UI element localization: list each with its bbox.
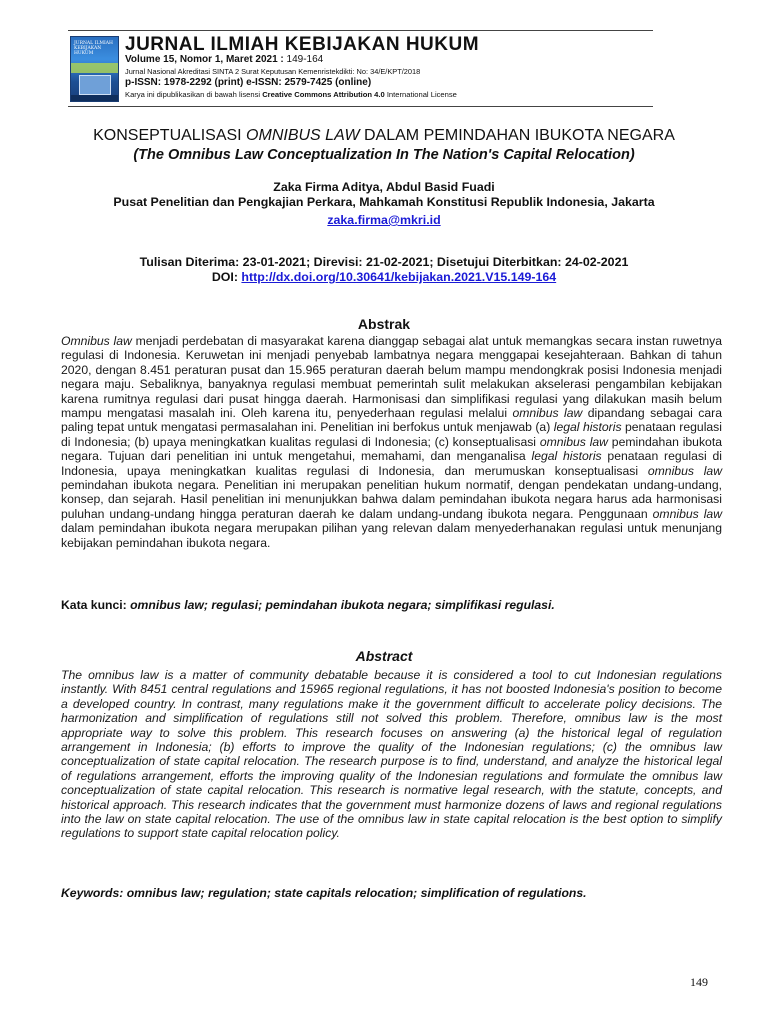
header-bottom-rule — [68, 106, 653, 107]
keywords-values: omnibus law; regulation; state capitals relocation; simplification of regulations. — [126, 886, 587, 900]
page-range: 149-164 — [283, 54, 324, 65]
abstrak-term: Omnibus law — [61, 334, 132, 348]
abstrak-term: omnibus law — [647, 463, 722, 478]
article-title-indonesian — [40, 127, 728, 145]
abstrak-body — [61, 334, 722, 550]
cover-illustration — [79, 75, 111, 95]
abstrak-heading: Abstrak — [357, 316, 411, 332]
title-id-italic: OMNIBUS LAW — [246, 127, 360, 144]
kata-kunci-label: Kata kunci: — [61, 598, 131, 612]
journal-accreditation: Jurnal Nasional Akreditasi SINTA 2 Surat Keputusan Kemenristekdikti: No: 34/E/KPT/2018 — [125, 67, 421, 76]
kata-kunci — [61, 598, 555, 612]
title-id-part: KONSEPTUALISASI — [93, 127, 247, 144]
header-top-rule — [68, 30, 653, 31]
doi-link[interactable]: http://dx.doi.org/10.30641/kebijakan.2021.V15.149-164 — [241, 270, 557, 284]
license-prefix: Karya ini dipublikasikan di bawah lisensi — [125, 90, 263, 99]
journal-cover-image — [70, 36, 119, 102]
abstrak-text: pemindahan ibukota negara. Tujuan dari penelitian ini untuk mengetahui, memahami, dan menganalisa — [61, 434, 722, 464]
abstrak-term: legal historis — [531, 449, 602, 464]
journal-volume — [125, 54, 323, 65]
cover-band — [71, 63, 118, 73]
journal-issn: p-ISSN: 1978-2292 (print) e-ISSN: 2579-7425 (online) — [125, 77, 372, 88]
abstrak-text: penataan regulasi di Indonesia, upaya meningkatkan kualitas regulasi di Indonesia, dan merumuskan konseptualisasi — [61, 449, 722, 478]
abstrak-term: omnibus law — [652, 506, 723, 521]
abstract-heading: Abstract — [355, 648, 413, 664]
license-name: Creative Commons Attribution 4.0 — [262, 90, 385, 99]
affiliation: Pusat Penelitian dan Pengkajian Perkara, Mahkamah Konstitusi Republik Indonesia, Jakarta — [113, 195, 655, 209]
journal-license — [125, 90, 457, 99]
keywords-label: Keywords: — [61, 886, 127, 900]
abstrak-term: omnibus law — [512, 406, 583, 421]
abstrak-text: penataan regulasi di Indonesia; (b) upaya meningkatkan kualitas regulasi di Indonesia; (c) konseptualisasi — [61, 420, 722, 449]
keywords — [61, 886, 587, 900]
cover-title-text: JURNAL ILMIAH KEBIJAKAN HUKUM — [74, 41, 113, 56]
cover-footer-band — [71, 95, 118, 101]
abstrak-text: dalam pemindahan ibukota negara merupakan pilihan yang relevan dalam menyederhanakan regulasi untuk menunjang kebijakan pemindahan ibukota negara. — [61, 521, 722, 550]
email-line — [40, 211, 728, 229]
journal-title: JURNAL ILMIAH KEBIJAKAN HUKUM — [125, 34, 480, 55]
abstrak-text: menjadi perdebatan di masyarakat karena dianggap sebagai alat untuk memangkas secara instan ruwetnya regulasi di Indonesia. Keruwetan ini menjadi penyebab lambatnya negara menggapai kesejahteraan. Bahkan di tahun 2020, dengan 8.451 peraturan pusat dan 15.965 peraturan daerah belum mampu mendongkrak posisi Indonesia menjadi negara maju. Sebaliknya, banyaknya regulasi membuat pemerintah sulit melakukan akselerasi pengambilan kebijakan karena rumitnya regulasi dari pusat hingga daerah. Harmonisasi dan simplifikasi regulasi yang dilakukan masih belum mampu mengatasi masalah ini. Oleh karena itu, penyederhaan regulasi melalui — [61, 334, 722, 421]
abstrak-text: pemindahan ibukota negara. Penelitian ini merupakan penelitian hukum normatif, dengan pendekatan undang-undang, konsep, dan sejarah. Hasil penelitian ini menunjukkan bahwa dalam pemindahan ibukota negara harus ada harmonisasi puluhan undang-undang hingga peraturan daerah ke dalam undang-undang ibukota negara. Penggunaan — [61, 478, 722, 521]
article-title-english: (The Omnibus Law Conceptualization In The Nation's Capital Relocation) — [133, 147, 635, 163]
abstract-body: The omnibus law is a matter of community debatable because it is considered a tool to cut Indonesian regulations instantly. With 8451 central regulations and 15965 regional regulations, it has not boosted Indonesia's position to become a developed country. In contrast, many regulations make it the government difficult to accelerate policy decisions. The harmonization and simplification of regulations still not solved this problem. Therefore, omnibus law is the most appropriate way to solve this problem. This research focuses on answering (a) the historical legal of regulation arrangement in Indonesia; (b) efforts to improve the quality of the Indonesian regulations; (c) the omnibus law conceptualization of state capital relocation. The research purpose is to find, understand, and analyze the historical legal of regulations arrangement, efforts the improving quality of the Indonesian regulations and formulate the omnibus law conceptualization of state capital relocation. This research is normative legal research, with the statute, concepts, and historical approach. This research indicates that the government must harmonize dozens of laws and regional regulations into the law on state capital relocation. The use of the omnibus law in state capital relocation is the best option to simplify regulations to support state capital relocation policy. — [61, 668, 722, 841]
authors: Zaka Firma Aditya, Abdul Basid Fuadi — [273, 180, 495, 194]
abstrak-term: legal historis — [553, 420, 622, 435]
doi-label: DOI: — [211, 270, 242, 284]
volume-text: Volume 15, Nomor 1, Maret 2021 : — [125, 54, 284, 65]
title-id-part-end: DALAM PEMINDAHAN IBUKOTA NEGARA — [359, 127, 675, 144]
author-email-link[interactable]: zaka.firma@mkri.id — [327, 213, 441, 227]
doi-line — [40, 270, 728, 284]
page-number: 149 — [690, 975, 708, 989]
abstrak-text: dipandang sebagai cara paling tepat untuk mengatasi permasalahan ini. Penelitian ini berfokus untuk menjawab (a) — [61, 406, 722, 435]
abstrak-term: omnibus law — [539, 434, 608, 449]
submission-dates: Tulisan Diterima: 23-01-2021; Direvisi: 21-02-2021; Disetujui Diterbitkan: 24-02-2021 — [139, 255, 629, 269]
kata-kunci-values: omnibus law; regulasi; pemindahan ibukota negara; simplifikasi regulasi. — [130, 598, 555, 612]
license-suffix: International License — [384, 90, 457, 99]
